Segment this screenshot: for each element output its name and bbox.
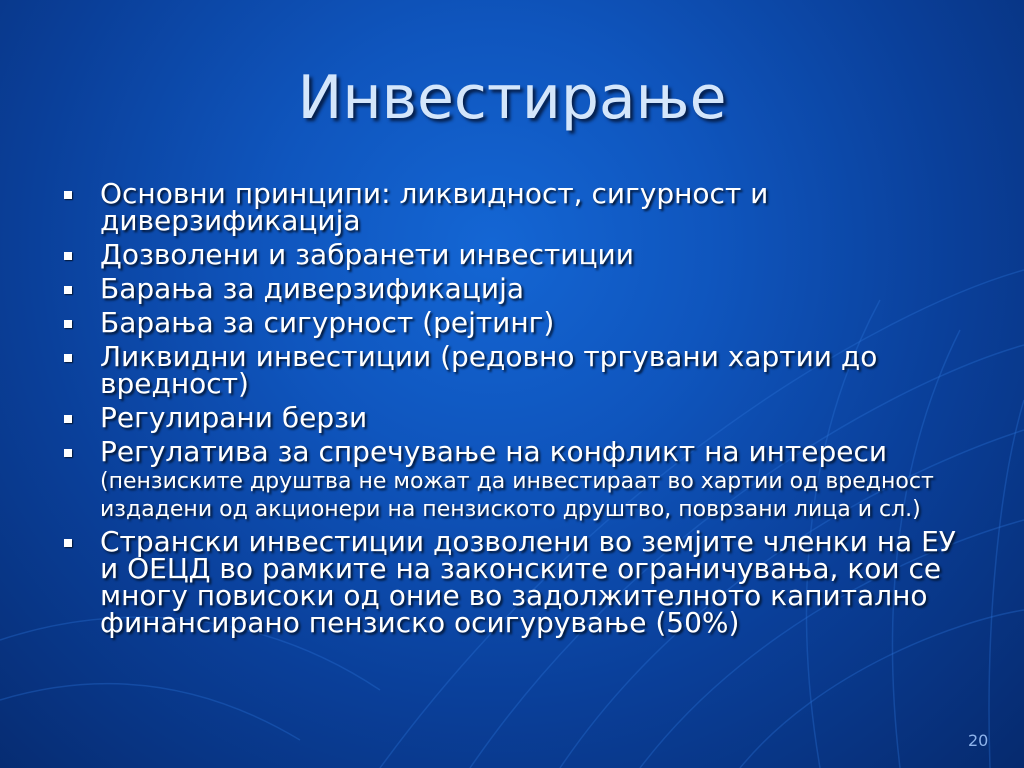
bullet-text: Барања за сигурност (рејтинг) [100, 306, 555, 339]
bullet-list [62, 177, 962, 643]
bullet-text: Барања за диверзификација [100, 272, 525, 305]
square-bullet-icon [64, 191, 72, 199]
bullet-item [62, 435, 962, 522]
bullet-item [62, 238, 962, 271]
square-bullet-icon [64, 354, 72, 362]
bullet-item [62, 340, 962, 400]
bullet-item [62, 306, 962, 339]
square-bullet-icon [64, 449, 72, 457]
bullet-item [62, 177, 962, 237]
square-bullet-icon [64, 539, 72, 547]
bullet-text: Странски инвестиции дозволени во земјите членки на ЕУ и ОЕЦД во рамките на законските ограничувања, кои се многу повисоки од оние во задолжителното капитално финансирано пензиско осигурување (50%) [100, 525, 956, 639]
square-bullet-icon [64, 320, 72, 328]
bullet-item [62, 272, 962, 305]
bullet-text: Регулирани берзи [100, 401, 368, 434]
bullet-text: Регулатива за спречување на конфликт на интереси [100, 435, 888, 468]
square-bullet-icon [64, 286, 72, 294]
slide-number: 20 [968, 731, 989, 750]
bullet-note: (пензиските друштва не можат да инвестираат во хартии од вредност издадени од акционери на пензиското друштво, поврзани лица и сл.) [100, 469, 934, 522]
bullet-text: Ликвидни инвестиции (редовно тргувани хартии до вредност) [100, 340, 878, 400]
square-bullet-icon [64, 415, 72, 423]
slide-title: Инвестирање [297, 63, 727, 133]
bullet-text: Дозволени и забранети инвестиции [100, 238, 634, 271]
bullet-item [62, 525, 962, 639]
bullet-item [62, 401, 962, 434]
bullet-text: Основни принципи: ликвидност, сигурност и диверзификација [100, 177, 769, 237]
square-bullet-icon [64, 252, 72, 260]
